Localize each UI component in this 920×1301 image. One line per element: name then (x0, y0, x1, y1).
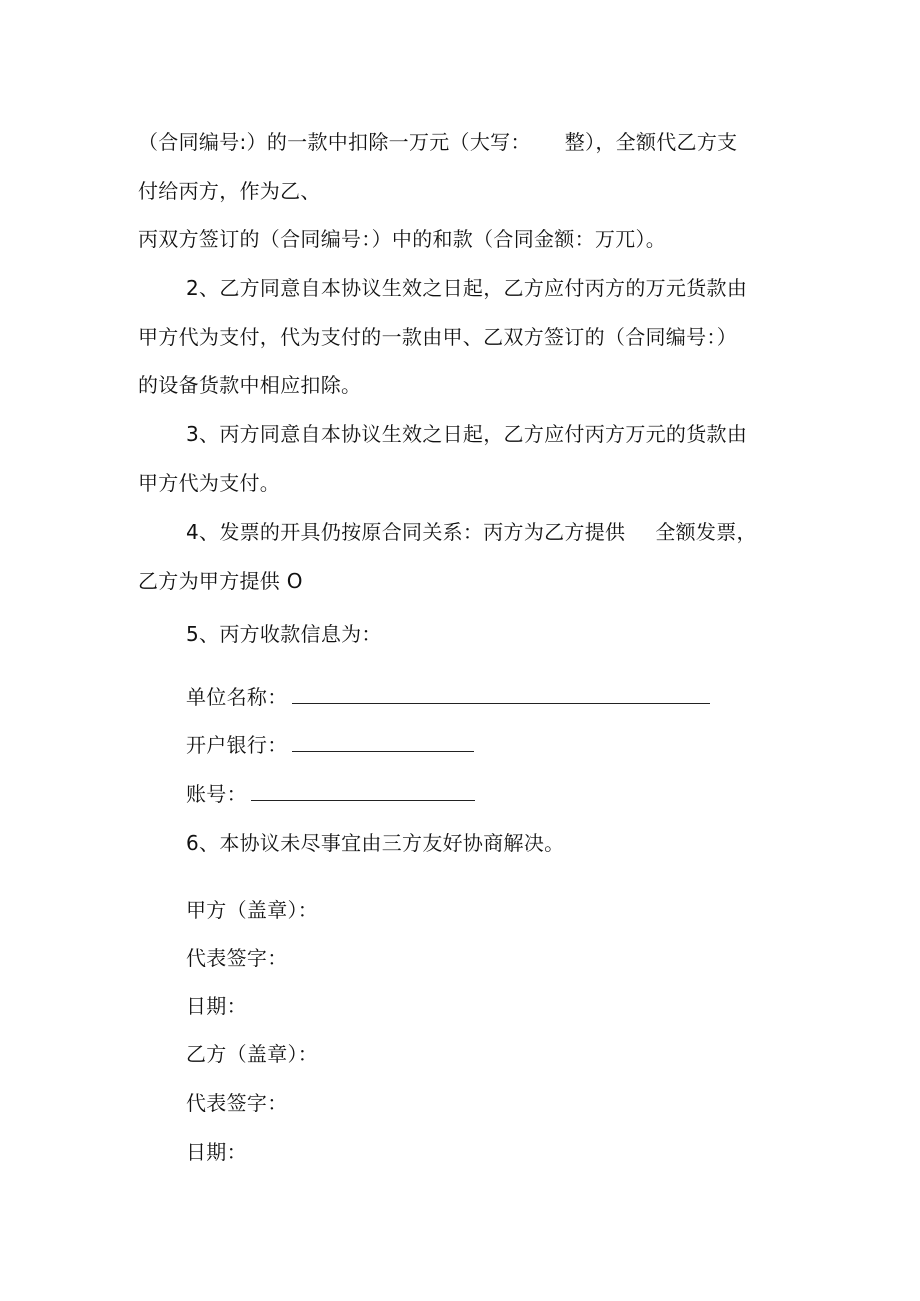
account-blank-line (251, 780, 475, 801)
paragraph-1-line-1-start: （合同编号:）的一款中扣除一万元（大写： (138, 130, 531, 154)
party-b-representative-label: 代表签字： (186, 1091, 288, 1115)
paragraph-1-line-1-end: 整），全额代乙方支 (564, 130, 738, 154)
company-name-label: 单位名称： (186, 685, 288, 709)
item-4-line-1-start: 4、发票的开具仍按原合同关系：丙方为乙方提供 (186, 520, 626, 544)
bank-row (186, 731, 474, 759)
item-5-heading: 5、丙方收款信息为： (186, 622, 382, 646)
account-row (186, 780, 475, 808)
item-4-line-1-end: 全额发票， (655, 520, 757, 544)
company-name-blank-line (292, 683, 710, 704)
item-4-line-2: 乙方为甲方提供 O (138, 569, 303, 593)
item-4-line-1 (186, 518, 757, 546)
paragraph-1-line-3: 丙双方签订的（合同编号：）中的和款（合同金额：万兀）。 (138, 227, 667, 251)
party-b-date-label: 日期： (186, 1140, 247, 1164)
item-2-line-2: 甲方代为支付，代为支付的一款由甲、乙双方签订的（合同编号：） (138, 325, 737, 349)
bank-label: 开户银行： (186, 733, 288, 757)
item-6-text: 6、本协议未尽事宜由三方友好协商解决。 (186, 831, 565, 855)
party-a-representative-label: 代表签字： (186, 946, 288, 970)
paragraph-1-line-2: 付给丙方，作为乙、 (138, 179, 321, 203)
party-a-date-label: 日期： (186, 994, 247, 1018)
item-3-line-1: 3、丙方同意自本协议生效之日起，乙方应付丙方万元的货款由 (186, 422, 748, 446)
company-name-row (186, 683, 710, 711)
party-b-seal-label: 乙方（盖章）： (186, 1042, 319, 1066)
item-2-line-3: 的设备货款中相应扣除。 (138, 373, 362, 397)
account-label: 账号： (186, 782, 247, 806)
item-3-line-2: 甲方代为支付。 (138, 471, 281, 495)
paragraph-1-line-1 (138, 128, 737, 156)
party-a-seal-label: 甲方（盖章）： (186, 898, 319, 922)
item-2-line-1: 2、乙方同意自本协议生效之日起，乙方应付丙方的万元货款由 (186, 276, 748, 300)
bank-blank-line (292, 731, 474, 752)
